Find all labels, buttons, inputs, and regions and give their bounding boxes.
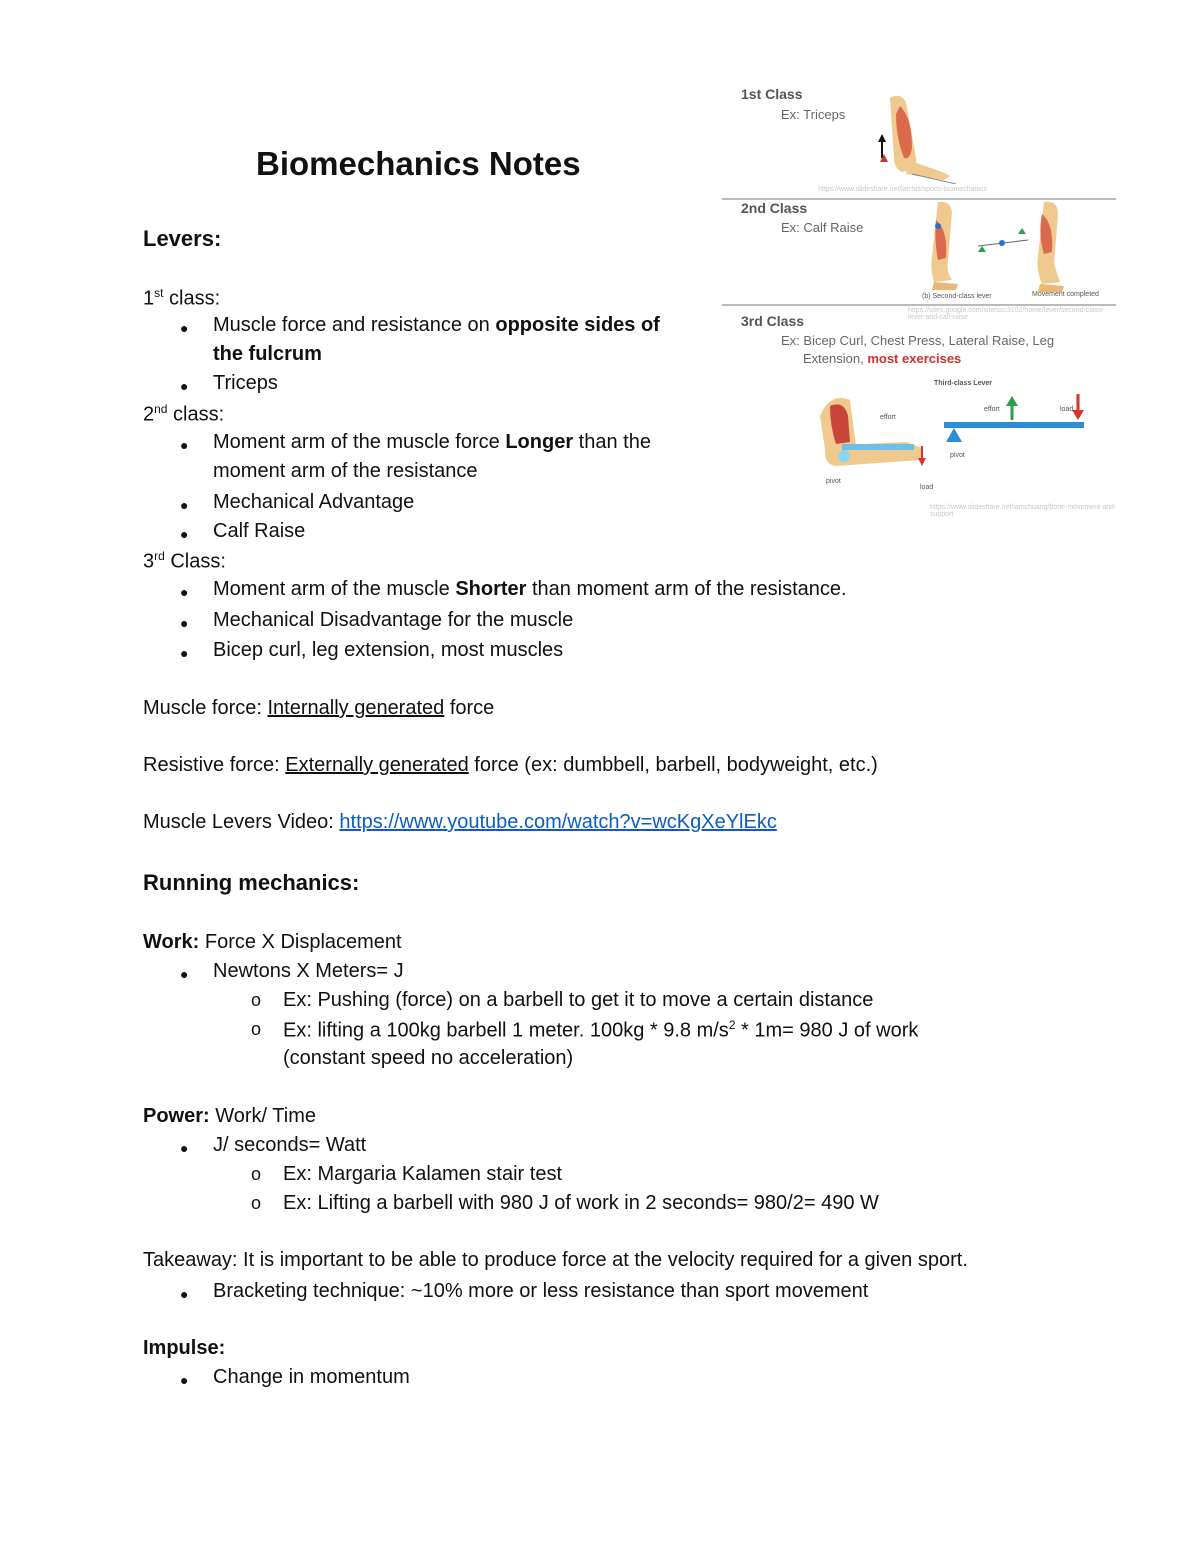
circle-bullet-icon: o [251,990,262,1010]
second-class-caption: (b) Second-class lever [922,293,992,300]
second-class-title: 2nd Class [741,200,808,216]
list-item-continued: moment arm of the resistance [213,460,478,482]
sub-list-item: Ex: Margaria Kalamen stair test [283,1163,562,1185]
page-title: Biomechanics Notes [256,145,581,182]
bullet-icon: ● [180,497,189,513]
bullet-icon: ● [180,320,189,336]
list-item: Muscle force and resistance on opposite sides of [213,314,660,336]
first-class-example: Ex: Triceps [781,107,846,122]
second-class-example: Ex: Calf Raise [781,220,864,235]
third-class-example-line1: Ex: Bicep Curl, Chest Press, Lateral Raise, Leg [781,333,1055,348]
list-item: Mechanical Disadvantage for the muscle [213,609,574,631]
bullet-icon: ● [180,1286,189,1302]
resistive-force-definition: Resistive force: Externally generated force (ex: dumbbell, barbell, bodyweight, etc.) [143,754,878,776]
list-item: Calf Raise [213,520,306,542]
bullet-icon: ● [180,437,189,453]
calf-raise-illustration [918,200,1118,295]
effort-label-arm: effort [880,414,896,421]
list-item: Newtons X Meters= J [213,960,404,982]
bullet-icon: ● [180,1140,189,1156]
first-class-label: 1st class: [143,286,221,310]
work-definition: Work: Force X Displacement [143,931,402,953]
list-item: Moment arm of the muscle Shorter than moment arm of the resistance. [213,578,847,600]
most-exercises-highlight: most exercises [867,351,962,366]
circle-bullet-icon: o [251,1193,262,1213]
bullet-icon: ● [180,1372,189,1388]
circle-bullet-icon: o [251,1164,262,1184]
first-class-source-url: https://www.slideshare.net/larrhol/sports-biomechanics [818,186,987,193]
list-item: Mechanical Advantage [213,491,415,513]
muscle-levers-video: Muscle Levers Video: https://www.youtube.com/watch?v=wcKgXeYlEkc [143,811,777,833]
lever-classes-figure [722,80,1118,520]
effort-label-beam: effort [984,406,1000,413]
first-class-title: 1st Class [741,86,803,102]
sub-list-item-continued: (constant speed no acceleration) [283,1047,574,1069]
third-class-label: 3rd Class: [143,549,226,573]
list-item: Triceps [213,372,278,394]
muscle-force-definition: Muscle force: Internally generated force [143,697,495,719]
load-label-beam: load [1060,406,1074,413]
load-label-arm: load [920,484,934,491]
list-item: Change in momentum [213,1366,410,1388]
sub-list-item: Ex: Lifting a barbell with 980 J of work in 2 seconds= 980/2= 490 W [283,1192,879,1214]
third-class-lever-diagram [816,386,1086,496]
third-class-example-line2: Extension, most exercises [803,351,962,366]
third-class-source-url: https://www.slideshare.net/iamchuang/bone-movement-and-support [930,504,1117,518]
running-mechanics-heading: Running mechanics: [143,870,360,895]
list-item: Bicep curl, leg extension, most muscles [213,639,564,661]
bullet-icon: ● [180,645,189,661]
bullet-icon: ● [180,378,189,394]
takeaway: Takeaway: It is important to be able to produce force at the velocity required for a given sport. [143,1249,968,1271]
list-item: J/ seconds= Watt [213,1134,367,1156]
bullet-icon: ● [180,584,189,600]
list-item: Bracketing technique: ~10% more or less resistance than sport movement [213,1280,869,1302]
youtube-link[interactable]: https://www.youtube.com/watch?v=wcKgXeYlEkc [339,811,777,833]
bullet-icon: ● [180,615,189,631]
third-class-diagram-title: Third-class Lever [934,380,992,387]
power-definition: Power: Work/ Time [143,1105,316,1127]
triceps-arm-illustration [872,88,962,184]
third-class-title: 3rd Class [741,313,805,329]
second-class-source-url: https://sites.google.com/site/ssc3102/home/lever/second-class-lever-and-calf-raise [908,307,1105,321]
sub-list-item: Ex: Pushing (force) on a barbell to get it to move a certain distance [283,989,874,1011]
list-item: Moment arm of the muscle force Longer than the [213,431,651,453]
divider [722,304,1116,306]
bullet-icon: ● [180,966,189,982]
circle-bullet-icon: o [251,1019,262,1039]
sub-list-item: Ex: lifting a 100kg barbell 1 meter. 100kg * 9.8 $m/s^2 * 1m= 980$ J of work [283,1018,919,1042]
pivot-label-beam: pivot [950,452,965,459]
second-class-label: 2nd class: [143,402,225,426]
impulse-heading: Impulse: [143,1337,226,1359]
levers-heading: Levers: [143,226,222,251]
pivot-label-arm: pivot [826,478,841,485]
bullet-icon: ● [180,526,189,542]
list-item-continued: the fulcrum [213,343,322,365]
second-class-caption-2: Movement completed [1032,291,1099,298]
